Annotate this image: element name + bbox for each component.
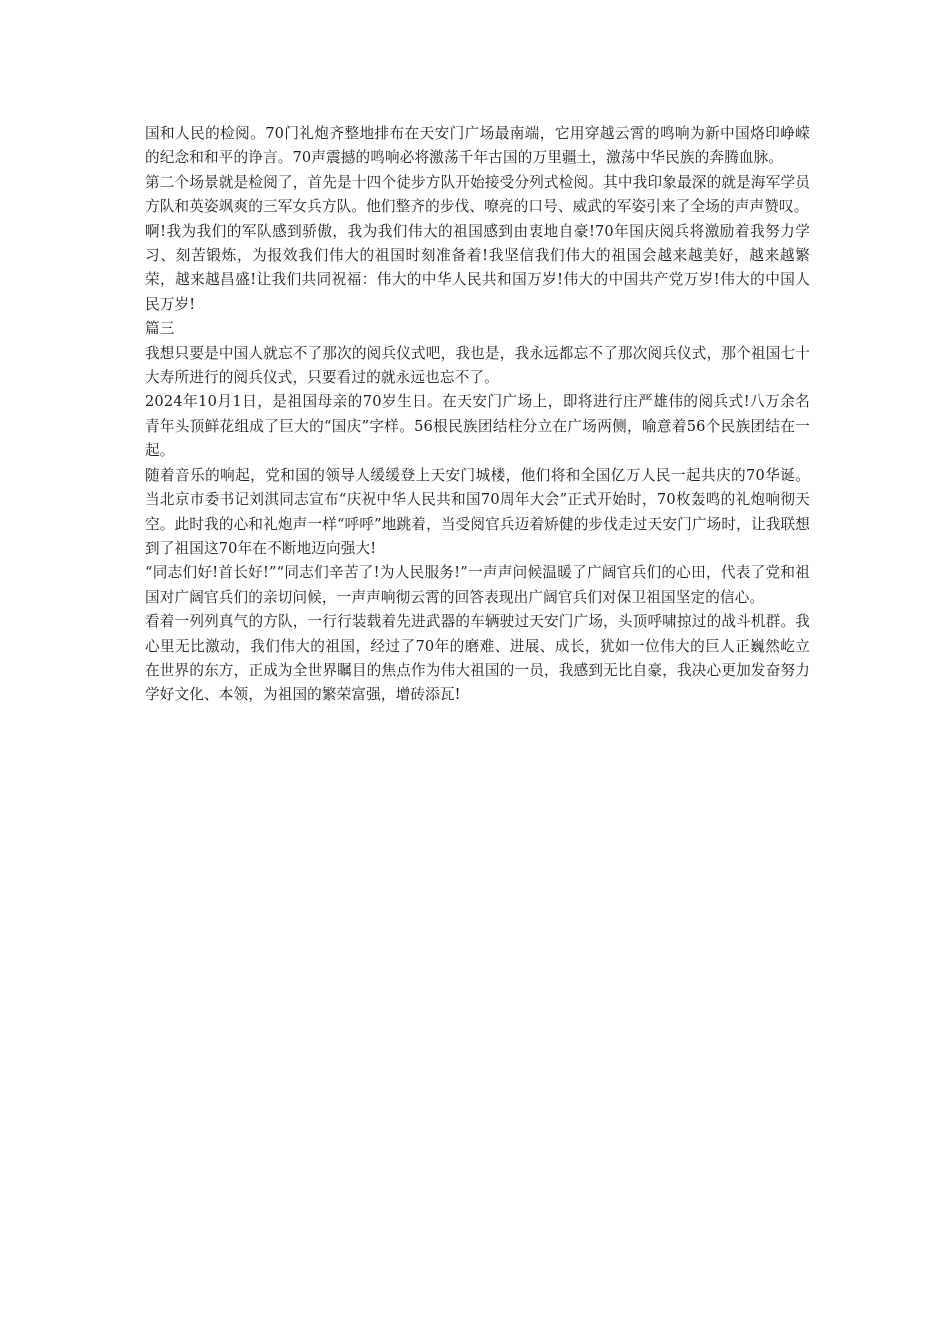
- paragraph-2: 第二个场景就是检阅了，首先是十四个徒步方队开始接受分列式检阅。其中我印象最深的就是海军学员方队和英姿飒爽的三军女兵方队。他们整齐的步伐、嘹亮的口号、威武的军姿引来了全场的声声赞叹。: [145, 173, 810, 216]
- paragraph-3: 啊!我为我们的军队感到骄傲，我为我们伟大的祖国感到由衷地自豪!70年国庆阅兵将激励着我努力学习、刻苦锻炼，为报效我们伟大的祖国时刻准备着!我坚信我们伟大的祖国会越来越美好，越来越繁荣，越来越昌盛!让我们共同祝福：伟大的中华人民共和国万岁!伟大的中国共产党万岁!伟大的中国人民万岁!: [145, 222, 810, 313]
- paragraph-8: 看着一列列真气的方队，一行行装载着先进武器的车辆驶过天安门广场，头顶呼啸掠过的战斗机群。我心里无比激动，我们伟大的祖国，经过了70年的磨难、进展、成长，犹如一位伟大的巨人正巍然屹立在世界的东方，正成为全世界瞩目的焦点作为伟大祖国的一员，我感到无比自豪，我决心更加发奋努力学好文化、本领，为祖国的繁荣富强，增砖添瓦!: [145, 613, 810, 704]
- paragraph-5: 2024年10月1日，是祖国母亲的70岁生日。在天安门广场上，即将进行庄严雄伟的阅兵式!八万余名青年头顶鲜花组成了巨大的“国庆”字样。56根民族团结柱分立在广场两侧，喻意着56个民族团结在一起。: [145, 393, 810, 460]
- paragraph-7: “同志们好!首长好!”“同志们辛苦了!为人民服务!”一声声问候温暖了广阔官兵们的心田，代表了党和祖国对广阔官兵们的亲切问候，一声声响彻云霄的回答表现出广阔官兵们对保卫祖国坚定的信心。: [145, 564, 810, 606]
- section-heading: 篇三: [145, 320, 175, 338]
- document-body: [145, 122, 810, 708]
- paragraph-1: 国和人民的检阅。70门礼炮齐整地排布在天安门广场最南端，它用穿越云霄的鸣响为新中国烙印峥嵘的纪念和和平的诤言。70声震撼的鸣响必将激荡千年古国的万里疆土，激荡中华民族的奔腾血脉。: [145, 125, 810, 167]
- paragraph-4: 我想只要是中国人就忘不了那次的阅兵仪式吧，我也是，我永远都忘不了那次阅兵仪式，那个祖国七十大寿所进行的阅兵仪式，只要看过的就永远也忘不了。: [145, 344, 810, 387]
- paragraph-6: 随着音乐的响起，党和国的领导人缓缓登上天安门城楼，他们将和全国亿万人民一起共庆的70华诞。当北京市委书记刘淇同志宣布“庆祝中华人民共和国70周年大会”正式开始时，70枚轰鸣的礼炮响彻天空。此时我的心和礼炮声一样“呼呼”地跳着，当受阅官兵迈着矫健的步伐走过天安门广场时，让我联想到了祖国这70年在不断地迈向强大!: [145, 466, 810, 557]
